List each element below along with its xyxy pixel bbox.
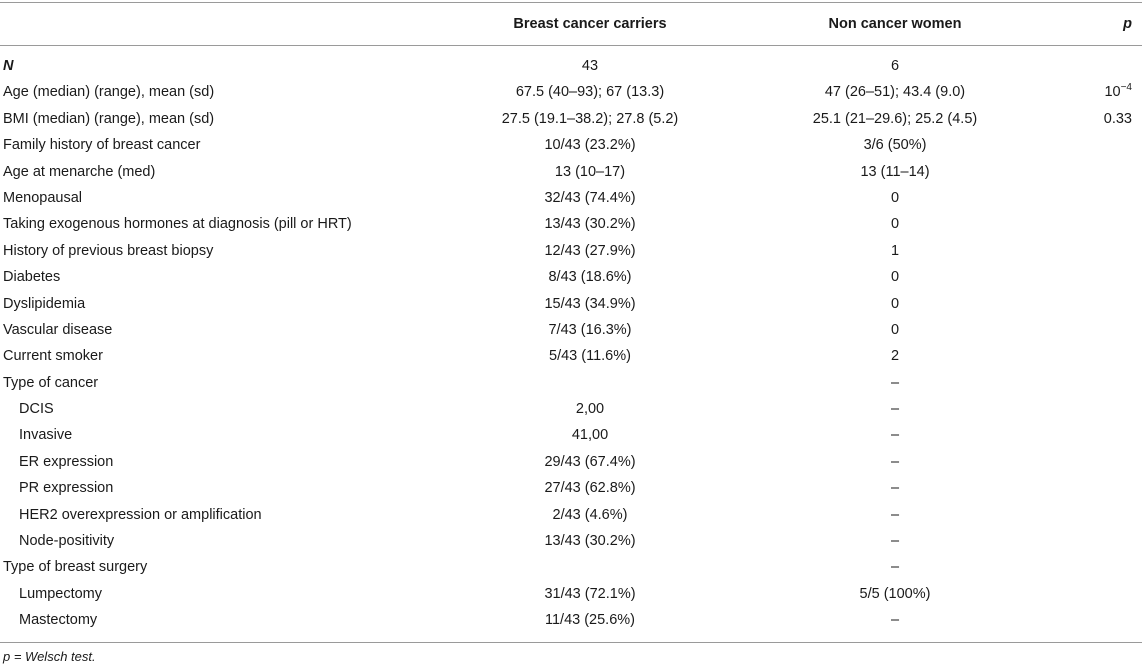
table-row xyxy=(0,502,1144,528)
row-label: Age (median) (range), mean (sd) xyxy=(3,84,215,101)
cell-non-cancer-women: 3/6 (50%) xyxy=(863,137,927,154)
cell-non-cancer-women: 6 xyxy=(890,58,900,74)
table-row xyxy=(0,370,1144,396)
cell-non-cancer-women: 0 xyxy=(890,295,900,312)
table-row xyxy=(0,554,1144,580)
table-row xyxy=(0,53,1144,79)
table-row xyxy=(0,607,1144,633)
table-row xyxy=(0,317,1144,343)
cell-non-cancer-women: – xyxy=(890,480,900,497)
row-label: Lumpectomy xyxy=(19,585,103,602)
cell-breast-cancer-carriers: 67.5 (40–93); 67 (13.3) xyxy=(515,84,665,101)
cell-breast-cancer-carriers: 13/43 (30.2%) xyxy=(544,216,636,233)
p-value-base: 0.33 xyxy=(1103,110,1132,127)
header-breast-cancer-carriers: Breast cancer carriers xyxy=(513,16,667,32)
cell-p-value xyxy=(1060,370,1132,396)
cell-non-cancer-women: – xyxy=(890,506,900,523)
row-label: Current smoker xyxy=(3,348,103,365)
row-label: ER expression xyxy=(19,453,114,470)
row-label: HER2 overexpression or amplification xyxy=(19,506,262,523)
table-header-row xyxy=(0,3,1144,45)
row-label: DCIS xyxy=(19,401,54,418)
cell-breast-cancer-carriers: 2,00 xyxy=(575,401,605,418)
cell-p-value xyxy=(1060,502,1132,528)
row-label: Family history of breast cancer xyxy=(3,137,201,154)
cell-non-cancer-women: 13 (11–14) xyxy=(860,163,930,180)
cell-non-cancer-women: – xyxy=(890,612,900,629)
cell-p-value xyxy=(1060,554,1132,580)
cell-p-value xyxy=(1060,528,1132,554)
cell-p-value xyxy=(1060,475,1132,501)
cell-breast-cancer-carriers xyxy=(450,554,730,580)
cell-non-cancer-women: – xyxy=(890,559,900,576)
cell-non-cancer-women: 0 xyxy=(890,269,900,286)
table-row xyxy=(0,132,1144,158)
cell-p-value xyxy=(1060,581,1132,607)
cell-non-cancer-women: – xyxy=(890,427,900,444)
cell-non-cancer-women: 2 xyxy=(890,348,900,365)
cell-non-cancer-women: 47 (26–51); 43.4 (9.0) xyxy=(824,84,966,101)
cell-breast-cancer-carriers: 27.5 (19.1–38.2); 27.8 (5.2) xyxy=(501,110,679,127)
cell-breast-cancer-carriers: 11/43 (25.6%) xyxy=(544,612,635,629)
cell-p-value xyxy=(1060,211,1132,237)
cell-p-value xyxy=(1060,396,1132,422)
cell-breast-cancer-carriers: 29/43 (67.4%) xyxy=(544,453,636,470)
table-header-rule xyxy=(0,45,1142,46)
cell-non-cancer-women: 25.1 (21–29.6); 25.2 (4.5) xyxy=(812,110,978,127)
table-row xyxy=(0,211,1144,237)
cell-non-cancer-women: 0 xyxy=(890,216,900,233)
cell-non-cancer-women: – xyxy=(890,453,900,470)
cell-p-value xyxy=(1060,343,1132,369)
cell-breast-cancer-carriers: 31/43 (72.1%) xyxy=(544,585,636,602)
table-footnote: p = Welsch test. xyxy=(3,649,96,664)
table-row xyxy=(0,475,1144,501)
table-row xyxy=(0,343,1144,369)
cell-breast-cancer-carriers: 2/43 (4.6%) xyxy=(552,506,628,523)
row-label: BMI (median) (range), mean (sd) xyxy=(3,110,215,127)
table-bottom-rule xyxy=(0,642,1142,643)
cell-p-value xyxy=(1060,79,1132,105)
row-label: History of previous breast biopsy xyxy=(3,242,214,259)
cell-breast-cancer-carriers: 8/43 (18.6%) xyxy=(548,269,632,286)
cell-p-value xyxy=(1060,422,1132,448)
cell-p-value xyxy=(1060,159,1132,185)
row-label: Vascular disease xyxy=(3,321,113,338)
cell-breast-cancer-carriers: 10/43 (23.2%) xyxy=(544,137,636,154)
p-value-exponent: −4 xyxy=(1120,82,1132,94)
cell-breast-cancer-carriers: 32/43 (74.4%) xyxy=(544,189,636,206)
cell-p-value xyxy=(1060,264,1132,290)
cell-non-cancer-women: 0 xyxy=(890,189,900,206)
table-row xyxy=(0,106,1144,132)
cell-breast-cancer-carriers: 27/43 (62.8%) xyxy=(544,480,636,497)
row-label: Age at menarche (med) xyxy=(3,163,156,180)
cell-breast-cancer-carriers: 12/43 (27.9%) xyxy=(544,242,636,259)
cell-breast-cancer-carriers: 15/43 (34.9%) xyxy=(544,295,636,312)
table-row xyxy=(0,79,1144,105)
cell-non-cancer-women: – xyxy=(890,374,900,391)
cell-non-cancer-women: – xyxy=(890,401,900,418)
cell-p-value xyxy=(1060,185,1132,211)
table-row xyxy=(0,581,1144,607)
cell-p-value xyxy=(1060,106,1132,132)
cell-breast-cancer-carriers: 41,00 xyxy=(571,427,609,444)
cell-p-value xyxy=(1060,238,1132,264)
cell-non-cancer-women: 0 xyxy=(890,321,900,338)
row-label: Mastectomy xyxy=(19,612,98,629)
cell-p-value xyxy=(1060,53,1132,79)
cell-breast-cancer-carriers: 5/43 (11.6%) xyxy=(549,348,631,365)
cell-breast-cancer-carriers: 13/43 (30.2%) xyxy=(544,533,636,550)
row-label: Node-positivity xyxy=(19,533,115,550)
table-row xyxy=(0,238,1144,264)
table-row xyxy=(0,422,1144,448)
table-row xyxy=(0,264,1144,290)
cell-p-value xyxy=(1060,291,1132,317)
row-label: Menopausal xyxy=(3,189,82,206)
row-label: N xyxy=(3,58,14,74)
row-label: Type of cancer xyxy=(3,374,99,391)
header-p-value: p xyxy=(1123,16,1132,32)
cell-non-cancer-women: 5/5 (100%) xyxy=(859,585,931,602)
cell-non-cancer-women: 1 xyxy=(890,242,900,259)
row-label: Dyslipidemia xyxy=(3,295,86,312)
cell-p-value xyxy=(1060,317,1132,343)
row-label: Diabetes xyxy=(3,269,61,286)
cell-p-value xyxy=(1060,449,1132,475)
row-label: PR expression xyxy=(19,480,114,497)
cell-p-value xyxy=(1060,132,1132,158)
table-row xyxy=(0,291,1144,317)
table-row xyxy=(0,449,1144,475)
cell-breast-cancer-carriers: 13 (10–17) xyxy=(554,163,626,180)
row-label: Type of breast surgery xyxy=(3,559,148,576)
header-non-cancer-women: Non cancer women xyxy=(828,16,962,32)
table-row xyxy=(0,528,1144,554)
cell-breast-cancer-carriers xyxy=(450,370,730,396)
row-label: Taking exogenous hormones at diagnosis (pill or HRT) xyxy=(3,216,352,233)
table-row xyxy=(0,185,1144,211)
cell-breast-cancer-carriers: 7/43 (16.3%) xyxy=(548,321,632,338)
cell-breast-cancer-carriers: 43 xyxy=(581,58,599,74)
row-label: Invasive xyxy=(19,427,73,444)
table-body xyxy=(0,53,1144,634)
p-value-base: 10 xyxy=(1104,84,1121,101)
cell-non-cancer-women: – xyxy=(890,533,900,550)
table-row xyxy=(0,159,1144,185)
cell-p-value xyxy=(1060,607,1132,633)
table-row xyxy=(0,396,1144,422)
